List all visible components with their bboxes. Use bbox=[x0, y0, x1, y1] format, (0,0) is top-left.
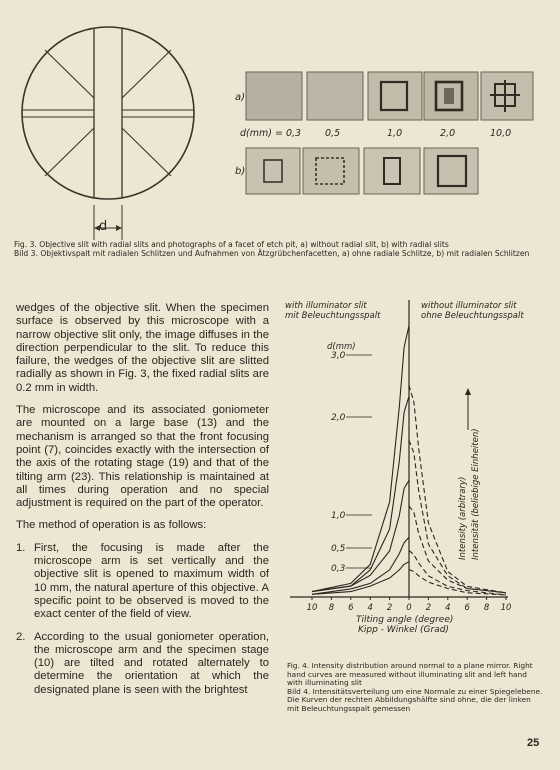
d-heading: d(mm) bbox=[327, 342, 356, 352]
d-value-1-0: 1,0 bbox=[387, 128, 403, 139]
body-paragraph-2: The microscope and its associated goniometer are mounted on a large base (13) and the mechanism is arranged so that the front focusing point (7), coincides exactly with the intersection of the axis of the rotating stage (19) and that of the tilting arm (23). This relationship is maintained at all times during operation and no special adjustment is required on the part of the operator. bbox=[16, 404, 269, 510]
label-with-slit-en: with illuminator slit bbox=[285, 301, 367, 311]
intensity-arrowhead bbox=[465, 388, 471, 395]
d-value-2-0: 2,0 bbox=[440, 128, 456, 139]
x-tick-label: 6 bbox=[348, 603, 354, 613]
x-tick-label: 4 bbox=[367, 603, 373, 613]
figure-4-caption-en: Fig. 4. Intensity distribution around normal to a plane mirror. Right hand curves are measured without illuminating slit and left hand with illuminating slit bbox=[287, 661, 533, 688]
page-number: 25 bbox=[527, 737, 540, 749]
x-tick-label: 6 bbox=[464, 603, 470, 613]
x-tick-label: 2 bbox=[425, 603, 432, 613]
figure-3-caption-en: Fig. 3. Objective slit with radial slits and photographs of a facet of etch pit, a) without radial slit, b) with radial slits bbox=[14, 240, 449, 249]
curve-label: 3,0 bbox=[331, 351, 346, 361]
row-a-label: a) bbox=[235, 92, 246, 103]
y-axis-label-en: Intensity (arbitrary) bbox=[458, 476, 468, 560]
x-tick-label: 0 bbox=[406, 603, 412, 613]
label-without-slit-de: ohne Beleuchtungsspalt bbox=[421, 311, 524, 321]
body-paragraph-1: wedges of the objective slit. When the specimen surface is observed by this microscope with a narrow objective slit only, the image diffuses in the direction perpendicular to the slit. To reduce this failure, the wedges of the objective slit are slitted radially as shown in Fig. 3, the fixed radial slits are 0.2 mm in width. bbox=[16, 302, 269, 394]
slit-width-label: d bbox=[99, 219, 108, 234]
x-tick-label: 8 bbox=[483, 603, 490, 613]
x-tick-label: 8 bbox=[328, 603, 335, 613]
series-line-with-slit bbox=[312, 326, 409, 592]
d-values-prefix: d(mm) = 0,3 bbox=[240, 128, 302, 139]
x-axis-label-de: Kipp - Winkel (Grad) bbox=[358, 625, 449, 635]
curve-label: 1,0 bbox=[331, 511, 346, 521]
y-axis-label-de: Intensität (beliebige Einheiten) bbox=[471, 428, 481, 560]
d-value-0-5: 0,5 bbox=[325, 128, 341, 139]
list-item-2-number: 2. bbox=[16, 630, 26, 643]
label-with-slit-de: mit Beleuchtungsspalt bbox=[285, 311, 381, 321]
figure-4-caption bbox=[287, 662, 543, 714]
d-value-10-0: 10,0 bbox=[490, 128, 512, 139]
list-item-1-text: First, the focusing is made after the microscope arm is set vertically and the objective slit is opened to maximum width of 10 mm, the natural aperture of this objective. A specific point to be observed is moved to the exact center of the field of view. bbox=[34, 541, 269, 621]
row-b-label: b) bbox=[235, 166, 246, 177]
list-item-2-text: According to the usual goniometer operation, the microscope arm and the specimen stage (10) are tilted and rotated alternately to determine the orientation at which the designated plane is seen with the brightest bbox=[34, 630, 269, 696]
x-axis-label-en: Tilting angle (degree) bbox=[356, 615, 454, 625]
x-tick-label: 10 bbox=[306, 603, 318, 613]
figure-3-caption-de: Bild 3. Objektivspalt mit radialen Schlitzen und Aufnahmen von Ätzgrübchenfacetten, a) ohne radiale Schlitze, b) mit radialen Schlitzen bbox=[14, 249, 530, 259]
curve-label: 0,5 bbox=[331, 544, 346, 554]
x-tick-label: 2 bbox=[386, 603, 393, 613]
x-tick-label: 10 bbox=[500, 603, 512, 613]
curve-label: 0,3 bbox=[331, 564, 346, 574]
body-paragraph-3: The method of operation is as follows: bbox=[16, 519, 207, 532]
figure-4-caption-de: Bild 4. Intensitätsverteilung um eine Normale zu einer Spiegelebene. Die Kurven der rechten Abbildungshälfte sind ohne, die der linken mit Beleuchtungsspalt gemessen bbox=[287, 686, 543, 713]
x-tick-label: 4 bbox=[445, 603, 451, 613]
series-line-with-slit bbox=[312, 537, 409, 594]
curve-label: 2,0 bbox=[331, 413, 346, 423]
list-item-1-number: 1. bbox=[16, 541, 26, 554]
label-without-slit-en: without illuminator slit bbox=[421, 301, 517, 311]
